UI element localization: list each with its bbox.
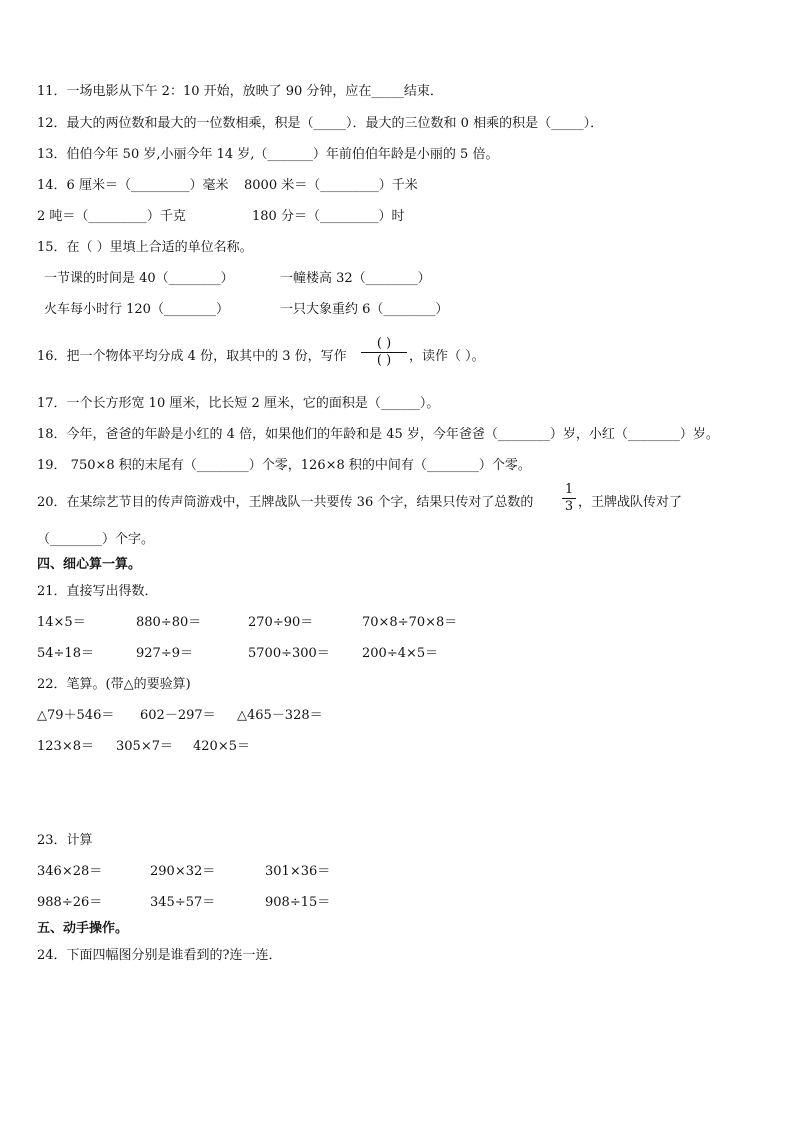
calc-item: 5700÷300＝ [248,646,330,661]
question-18: 18．今年，爸爸的年龄是小红的 4 倍，如果他们的年龄和是 45 岁，今年爸爸（________）岁，小红（________）岁。 [37,427,719,442]
calc-item: 305×7＝ [116,739,173,754]
calc-item: 908÷15＝ [265,895,331,910]
question-15-part-d: 一只大象重约 6（________） [280,302,449,317]
question-24: 24．下面四幅图分别是谁看到的?连一连． [37,948,282,963]
question-15-part-c: 火车每小时行 120（________） [44,302,229,317]
question-16-fraction [361,336,407,369]
calc-item: 123×8＝ [37,739,94,754]
calc-item: 988÷26＝ [37,895,103,910]
question-14-part-b: 8000 米＝（_________）千米 [244,178,418,193]
question-19: 19． 750×8 积的末尾有（________）个零，126×8 积的中间有（________）个零。 [37,458,531,473]
question-14-part-c: 2 吨＝（_________）千克 [37,209,186,224]
question-15-stem: 15．在（ ）里填上合适的单位名称。 [37,240,253,255]
fraction-numerator: 1 [564,482,574,497]
question-22-stem: 22．笔算。(带△的要验算) [37,677,191,692]
calc-item: 290×32＝ [150,864,216,879]
question-12: 12．最大的两位数和最大的一位数相乘，积是（_____）．最大的三位数和 0 相乘的积是（_____）． [37,116,604,131]
question-20-answer-line: （________）个字。 [37,532,155,547]
calc-item: 54÷18＝ [37,646,94,661]
calc-item: 270÷90＝ [248,615,314,630]
calc-item: 880÷80＝ [136,615,202,630]
question-20-text: 20．在某综艺节目的传声筒游戏中，王牌战队一共要传 36 个字，结果只传对了总数的 [37,495,534,510]
fraction-denominator: 3 [564,499,574,514]
calc-item: 200÷4×5＝ [362,646,439,661]
question-14-part-a: 14．6 厘米＝（_________）毫米 [37,178,229,193]
question-23-stem: 23．计算 [37,833,93,848]
question-21-stem: 21．直接写出得数． [37,584,158,599]
calc-item: 70×8÷70×8＝ [362,615,458,630]
question-15-part-a: 一节课的时间是 40（________） [44,271,234,286]
section-5-heading: 五、动手操作。 [37,921,129,936]
calc-item: 345÷57＝ [150,895,216,910]
question-20-fraction [562,482,576,515]
question-17: 17．一个长方形宽 10 厘米，比长短 2 厘米，它的面积是（______）。 [37,396,440,411]
calc-item: 14×5＝ [37,615,86,630]
question-14-part-d: 180 分＝（_________）时 [252,209,405,224]
section-4-heading: 四、细心算一算。 [37,557,142,572]
calc-item: 927÷9＝ [136,646,193,661]
calc-item: 346×28＝ [37,864,103,879]
calc-item: 301×36＝ [265,864,331,879]
calc-item: 420×5＝ [193,739,250,754]
fraction-numerator: ( ) [376,336,392,351]
question-11: 11．一场电影从下午 2：10 开始，放映了 90 分钟，应在_____结束． [37,84,443,99]
calc-item: △79＋546＝ [37,708,115,723]
question-13: 13．伯伯今年 50 岁,小丽今年 14 岁,（_______）年前伯伯年龄是小丽的 5 倍。 [37,147,499,162]
question-16-text: 16．把一个物体平均分成 4 份，取其中的 3 份，写作 [37,349,347,364]
fraction-denominator: ( ) [376,353,392,368]
calc-item: 602－297＝ [140,708,216,723]
question-15-part-b: 一幢楼高 32（________） [280,271,431,286]
question-20-text-after: ，王牌战队传对了 [578,495,683,510]
question-16-text-after: ，读作（ ）。 [409,349,485,364]
calc-item: △465－328＝ [237,708,323,723]
